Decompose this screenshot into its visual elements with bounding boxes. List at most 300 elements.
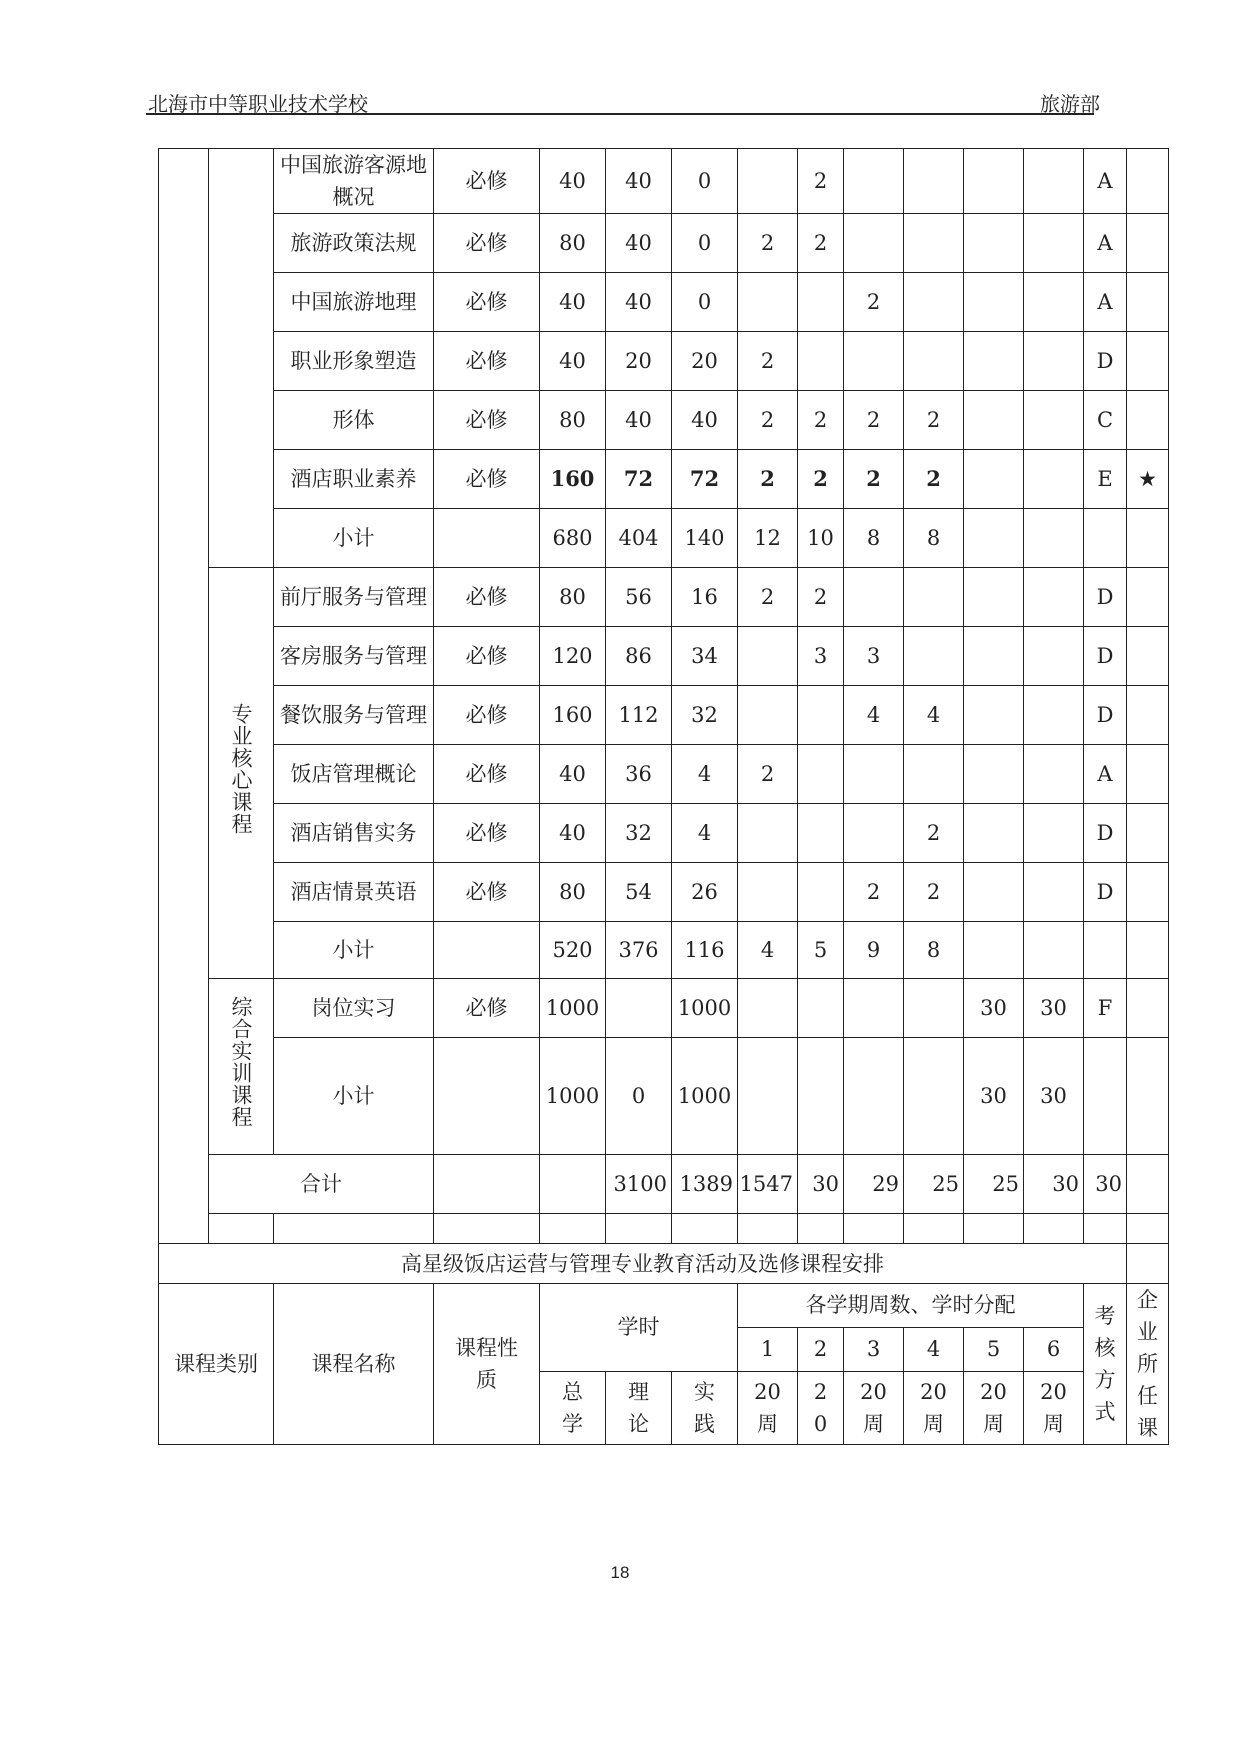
cell-s4 <box>904 863 964 922</box>
value-theory: 404 <box>618 526 659 550</box>
course-type: 必修 <box>434 149 540 214</box>
cell-s3 <box>844 509 904 568</box>
semester-number: 3 <box>844 1327 904 1371</box>
table-row <box>159 627 1169 686</box>
cell-s3 <box>844 391 904 450</box>
cell-theory <box>606 979 672 1038</box>
value-s6: 30 <box>1040 996 1067 1020</box>
value-ent: ★ <box>1138 467 1157 491</box>
empty-cell <box>1084 1214 1127 1244</box>
course-name-text: 小计 <box>332 1084 375 1108</box>
cell-total <box>540 214 606 273</box>
cell-exam <box>1084 686 1127 745</box>
cell-s5 <box>964 332 1024 391</box>
page-number: 18 <box>610 1563 630 1582</box>
header-category: 课程类别 <box>159 1284 274 1445</box>
value-s4: 2 <box>926 880 941 904</box>
value-theory: 40 <box>625 408 652 432</box>
cell-s5 <box>964 149 1024 214</box>
value-theory: 36 <box>625 762 652 786</box>
course-type: 必修 <box>434 804 540 863</box>
value-s3: 3 <box>866 644 881 668</box>
semester-number: 1 <box>738 1327 798 1371</box>
cell-s2 <box>798 804 844 863</box>
value-theory: 56 <box>625 585 652 609</box>
cell-theory <box>606 686 672 745</box>
cell-s2 <box>798 214 844 273</box>
subtotal-label <box>274 509 434 568</box>
value-practice: 0 <box>697 169 712 193</box>
value-s3: 2 <box>866 408 881 432</box>
cell-s1 <box>738 1038 798 1155</box>
weeks-text: 20周 <box>860 1379 887 1436</box>
cell-total <box>540 450 606 509</box>
cell-practice <box>672 804 738 863</box>
cell-s2 <box>798 450 844 509</box>
course-name <box>274 568 434 627</box>
cell-s6 <box>1024 686 1084 745</box>
value-theory: 32 <box>625 821 652 845</box>
value-total: 680 <box>552 526 593 550</box>
cell-s1 <box>738 214 798 273</box>
total-s5 <box>1024 1155 1084 1214</box>
value-practice: 0 <box>697 290 712 314</box>
course-name <box>274 214 434 273</box>
cell-s2 <box>798 979 844 1038</box>
course-name <box>274 273 434 332</box>
cell-ent <box>1127 391 1169 450</box>
course-name-text: 中国旅游客源地概况 <box>280 153 427 209</box>
value-s4: 4 <box>926 703 941 727</box>
value-total: 40 <box>559 169 586 193</box>
table-cell <box>540 1155 606 1214</box>
cell-s2 <box>798 863 844 922</box>
spacer-row <box>159 1214 1169 1244</box>
course-type: 必修 <box>434 568 540 627</box>
cell-exam <box>1084 450 1127 509</box>
cell-exam <box>1084 863 1127 922</box>
value-s1: 2 <box>760 585 775 609</box>
semester-weeks <box>738 1371 798 1444</box>
value-practice: 34 <box>691 644 718 668</box>
cell-s2 <box>798 332 844 391</box>
table-row <box>159 1038 1169 1155</box>
cell-theory <box>606 450 672 509</box>
cell-s6 <box>1024 273 1084 332</box>
group-core <box>209 568 274 979</box>
cell-ent <box>1127 149 1169 214</box>
total-value: 25 <box>932 1172 959 1196</box>
empty-cell <box>274 1214 434 1244</box>
cell-total <box>540 979 606 1038</box>
cell-s4 <box>904 509 964 568</box>
course-name <box>274 627 434 686</box>
course-type: 必修 <box>434 979 540 1038</box>
group-training <box>209 979 274 1155</box>
value-s2: 2 <box>813 169 828 193</box>
empty-cell <box>1127 1244 1169 1284</box>
value-s2: 2 <box>813 466 828 491</box>
value-exam: A <box>1097 290 1113 314</box>
total-value: 25 <box>992 1172 1019 1196</box>
empty-cell <box>964 1214 1024 1244</box>
cell-practice <box>672 745 738 804</box>
header-text: 总学 <box>562 1379 583 1436</box>
cell-exam <box>1084 745 1127 804</box>
value-practice: 0 <box>697 231 712 255</box>
value-practice: 4 <box>697 762 712 786</box>
cell-practice <box>672 214 738 273</box>
table-row <box>159 979 1169 1038</box>
cell-theory <box>606 509 672 568</box>
value-s4: 8 <box>926 938 941 962</box>
value-s4: 8 <box>926 526 941 550</box>
empty-cell <box>1127 1214 1169 1244</box>
cell-ent <box>1127 627 1169 686</box>
cell-practice <box>672 391 738 450</box>
cell-total <box>540 627 606 686</box>
empty-cell <box>434 1214 540 1244</box>
cell-ent <box>1127 745 1169 804</box>
cell-s3 <box>844 979 904 1038</box>
value-practice: 20 <box>691 349 718 373</box>
value-practice: 40 <box>691 408 718 432</box>
value-exam: D <box>1096 821 1114 845</box>
cell-s2 <box>798 391 844 450</box>
cell-s4 <box>904 332 964 391</box>
table-row <box>159 450 1169 509</box>
cell-practice <box>672 922 738 979</box>
cell-s1 <box>738 509 798 568</box>
course-name-text: 餐饮服务与管理 <box>280 703 427 727</box>
value-s4: 2 <box>926 821 941 845</box>
empty-cell <box>606 1214 672 1244</box>
course-name-text: 小计 <box>332 526 375 550</box>
cell-s5 <box>964 863 1024 922</box>
course-type <box>434 1038 540 1155</box>
cell-theory <box>606 149 672 214</box>
cell-s3 <box>844 450 904 509</box>
cell-s4 <box>904 568 964 627</box>
table-cell <box>1127 1155 1169 1214</box>
table-row <box>159 509 1169 568</box>
cell-s1 <box>738 450 798 509</box>
course-type: 必修 <box>434 686 540 745</box>
table-row <box>159 863 1169 922</box>
cell-s5 <box>964 568 1024 627</box>
cell-theory <box>606 863 672 922</box>
cell-theory <box>606 214 672 273</box>
value-s2: 10 <box>807 526 834 550</box>
table-row <box>159 568 1169 627</box>
empty-cell <box>540 1214 606 1244</box>
value-practice: 1000 <box>677 1084 732 1108</box>
header-course-type-text: 课程性质 <box>455 1336 518 1392</box>
cell-s2 <box>798 745 844 804</box>
cell-s5 <box>964 450 1024 509</box>
total-value: 30 <box>1052 1172 1079 1196</box>
value-total: 120 <box>552 644 593 668</box>
value-total: 80 <box>559 880 586 904</box>
group-training-label: 综合实训课程 <box>229 996 253 1128</box>
course-name-text: 形体 <box>332 408 375 432</box>
value-practice: 1000 <box>677 996 732 1020</box>
cell-s2 <box>798 1038 844 1155</box>
course-type: 必修 <box>434 332 540 391</box>
table-row <box>159 922 1169 979</box>
cell-ent <box>1127 922 1169 979</box>
cell-s3 <box>844 568 904 627</box>
section2-title: 高星级饭店运营与管理专业教育活动及选修课程安排 <box>159 1244 1127 1284</box>
cell-exam <box>1084 391 1127 450</box>
semester-number: 5 <box>964 1327 1024 1371</box>
header-h_practice <box>672 1371 738 1444</box>
cell-total <box>540 509 606 568</box>
course-type: 必修 <box>434 391 540 450</box>
course-name <box>274 149 434 214</box>
value-theory: 112 <box>618 703 659 727</box>
cell-s2 <box>798 273 844 332</box>
total-theory <box>672 1155 738 1214</box>
cell-s5 <box>964 214 1024 273</box>
cell-ent <box>1127 863 1169 922</box>
empty-cell <box>738 1214 798 1244</box>
value-theory: 86 <box>625 644 652 668</box>
value-s1: 2 <box>760 762 775 786</box>
value-total: 40 <box>559 349 586 373</box>
value-practice: 32 <box>691 703 718 727</box>
cell-practice <box>672 450 738 509</box>
cell-s6 <box>1024 863 1084 922</box>
cell-s3 <box>844 273 904 332</box>
cell-s1 <box>738 686 798 745</box>
total-value: 3100 <box>613 1172 667 1196</box>
value-exam: A <box>1097 762 1113 786</box>
cell-s1 <box>738 804 798 863</box>
course-name-text: 旅游政策法规 <box>290 231 417 255</box>
header-h_theory <box>606 1371 672 1444</box>
cell-s2 <box>798 627 844 686</box>
cell-s3 <box>844 627 904 686</box>
course-type <box>434 922 540 979</box>
value-s2: 2 <box>813 408 828 432</box>
cell-s6 <box>1024 450 1084 509</box>
cell-s2 <box>798 922 844 979</box>
cell-s5 <box>964 509 1024 568</box>
value-s1: 12 <box>754 526 781 550</box>
value-total: 520 <box>552 938 593 962</box>
cell-s3 <box>844 214 904 273</box>
cell-s6 <box>1024 745 1084 804</box>
empty-cell <box>844 1214 904 1244</box>
subtotal-label <box>274 922 434 979</box>
cell-exam <box>1084 509 1127 568</box>
header-allocation: 各学期周数、学时分配 <box>738 1284 1084 1328</box>
value-practice: 26 <box>691 880 718 904</box>
cell-practice <box>672 863 738 922</box>
cell-exam <box>1084 979 1127 1038</box>
total-s4 <box>964 1155 1024 1214</box>
weeks-text: 20周 <box>920 1379 947 1436</box>
empty-cell <box>209 1214 274 1244</box>
cell-s4 <box>904 979 964 1038</box>
cell-ent <box>1127 804 1169 863</box>
cell-s6 <box>1024 214 1084 273</box>
course-name <box>274 450 434 509</box>
value-s1: 2 <box>760 349 775 373</box>
cell-exam <box>1084 149 1127 214</box>
course-name-text: 职业形象塑造 <box>290 349 417 373</box>
cell-s2 <box>798 509 844 568</box>
semester-weeks <box>844 1371 904 1444</box>
course-name <box>274 686 434 745</box>
cell-s5 <box>964 922 1024 979</box>
cell-total <box>540 273 606 332</box>
course-schedule-table <box>158 148 1169 1445</box>
cell-total <box>540 745 606 804</box>
value-s2: 3 <box>813 644 828 668</box>
cell-total <box>540 332 606 391</box>
empty-cell <box>672 1214 738 1244</box>
cell-exam <box>1084 804 1127 863</box>
cell-s4 <box>904 922 964 979</box>
course-type: 必修 <box>434 273 540 332</box>
table-row <box>159 149 1169 214</box>
value-theory: 376 <box>618 938 659 962</box>
cell-s4 <box>904 214 964 273</box>
cell-exam <box>1084 922 1127 979</box>
course-name-text: 岗位实习 <box>311 996 396 1020</box>
value-s6: 30 <box>1040 1084 1067 1108</box>
cell-s6 <box>1024 149 1084 214</box>
cell-theory <box>606 568 672 627</box>
empty-cell <box>1024 1214 1084 1244</box>
value-s5: 30 <box>980 996 1007 1020</box>
cell-s4 <box>904 686 964 745</box>
cell-s4 <box>904 391 964 450</box>
table-row <box>159 686 1169 745</box>
header-text: 实践 <box>694 1379 715 1436</box>
cell-s5 <box>964 627 1024 686</box>
header-enterprise <box>1127 1284 1169 1445</box>
value-s1: 2 <box>760 408 775 432</box>
value-total: 160 <box>550 466 595 491</box>
cell-practice <box>672 627 738 686</box>
cell-theory <box>606 922 672 979</box>
total-practice <box>738 1155 798 1214</box>
cell-practice <box>672 332 738 391</box>
value-theory: 40 <box>625 169 652 193</box>
cell-total <box>540 863 606 922</box>
value-exam: A <box>1097 169 1113 193</box>
value-theory: 40 <box>625 231 652 255</box>
category-cell-outer <box>159 149 209 1244</box>
header-exam <box>1084 1284 1127 1445</box>
table-row <box>159 391 1169 450</box>
cell-s1 <box>738 745 798 804</box>
cell-theory <box>606 627 672 686</box>
cell-s1 <box>738 149 798 214</box>
value-theory: 54 <box>625 880 652 904</box>
value-s4: 2 <box>926 408 941 432</box>
value-s3: 2 <box>866 290 881 314</box>
cell-total <box>540 391 606 450</box>
value-practice: 116 <box>684 938 725 962</box>
course-name <box>274 332 434 391</box>
cell-s1 <box>738 979 798 1038</box>
cell-s6 <box>1024 1038 1084 1155</box>
value-practice: 140 <box>684 526 725 550</box>
cell-theory <box>606 1038 672 1155</box>
value-s3: 4 <box>866 703 881 727</box>
value-practice: 72 <box>689 466 720 491</box>
group-cell-upper <box>209 149 274 568</box>
cell-exam <box>1084 214 1127 273</box>
value-s2: 5 <box>813 938 828 962</box>
value-theory: 0 <box>631 1084 646 1108</box>
empty-cell <box>798 1214 844 1244</box>
value-total: 80 <box>559 585 586 609</box>
value-s1: 2 <box>760 466 775 491</box>
value-exam: A <box>1097 231 1113 255</box>
table-row <box>159 745 1169 804</box>
cell-s1 <box>738 273 798 332</box>
cell-s3 <box>844 804 904 863</box>
empty-cell <box>904 1214 964 1244</box>
cell-s3 <box>844 332 904 391</box>
cell-s5 <box>964 979 1024 1038</box>
cell-s1 <box>738 332 798 391</box>
header-h_total <box>540 1371 606 1444</box>
value-s2: 2 <box>813 231 828 255</box>
course-type <box>434 509 540 568</box>
total-total <box>606 1155 672 1214</box>
cell-exam <box>1084 568 1127 627</box>
cell-s4 <box>904 450 964 509</box>
cell-s6 <box>1024 804 1084 863</box>
cell-s5 <box>964 804 1024 863</box>
cell-practice <box>672 979 738 1038</box>
cell-practice <box>672 686 738 745</box>
value-s3: 8 <box>866 526 881 550</box>
total-row <box>159 1155 1169 1214</box>
total-value: 1547 <box>739 1172 793 1196</box>
cell-ent <box>1127 214 1169 273</box>
course-name-text: 小计 <box>332 938 375 962</box>
cell-practice <box>672 149 738 214</box>
table-row <box>159 273 1169 332</box>
course-name <box>274 745 434 804</box>
cell-s3 <box>844 686 904 745</box>
value-exam: C <box>1096 408 1114 432</box>
semester-weeks <box>1024 1371 1084 1444</box>
total-s2 <box>844 1155 904 1214</box>
header-hours: 学时 <box>540 1284 738 1372</box>
cell-s4 <box>904 745 964 804</box>
cell-practice <box>672 568 738 627</box>
cell-exam <box>1084 627 1127 686</box>
course-name <box>274 979 434 1038</box>
value-total: 80 <box>559 408 586 432</box>
cell-theory <box>606 273 672 332</box>
cell-ent <box>1127 273 1169 332</box>
cell-s3 <box>844 863 904 922</box>
cell-exam <box>1084 273 1127 332</box>
course-type: 必修 <box>434 450 540 509</box>
cell-exam <box>1084 332 1127 391</box>
value-s3: 2 <box>866 466 881 491</box>
header-enterprise-text: 企业所任课 <box>1137 1288 1158 1440</box>
